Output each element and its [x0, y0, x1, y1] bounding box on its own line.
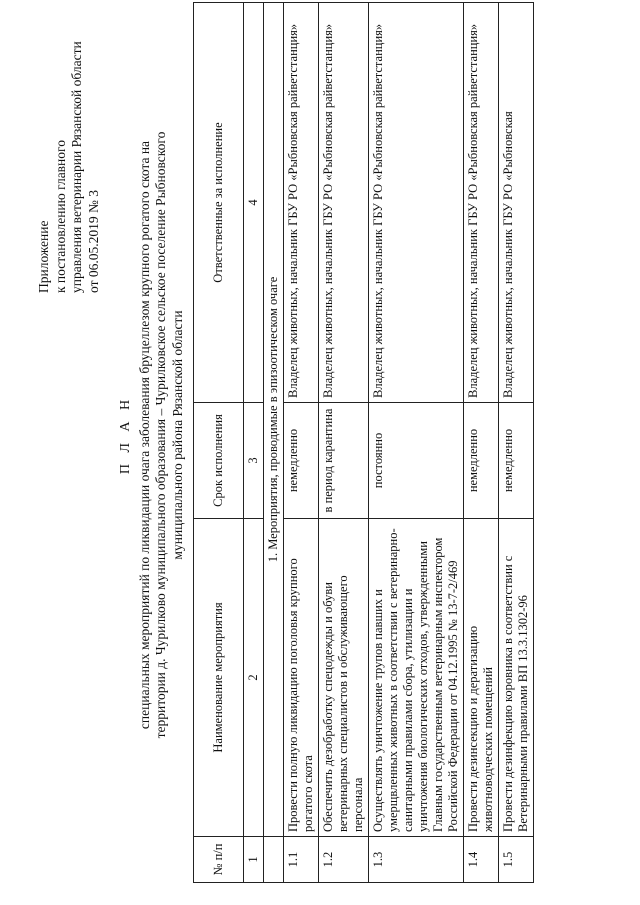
row-term: немедленно [464, 403, 499, 519]
row-name: Провести дезинсекцию и дератизацию животноводческих помещений [464, 519, 499, 837]
plan-heading: П Л А Н [118, 395, 133, 475]
section-row [264, 3, 284, 883]
row-responsible: Владелец животных, начальник ГБУ РО «Рыбновская райветстанция» [284, 3, 319, 403]
header-responsible: Ответственные за исполнение [194, 3, 244, 403]
appendix-block [36, 13, 102, 293]
row-responsible: Владелец животных, начальник ГБУ РО «Рыбновская [499, 3, 534, 403]
col-number: 3 [244, 403, 264, 519]
table-header-row [194, 3, 244, 883]
section-title: 1. Мероприятия, проводимые в эпизоотическом очаге [264, 3, 284, 837]
appendix-line: управления ветеринарии Рязанской области [69, 41, 84, 293]
document-title [118, 75, 186, 795]
col-number: 1 [244, 837, 264, 883]
row-name: Провести дезинфекцию коровника в соответствии с Ветеринарными правилами ВП 13.3.1302-96 [499, 519, 534, 837]
table-row [499, 3, 534, 883]
row-num: 1.4 [464, 837, 499, 883]
table-row [319, 3, 369, 883]
header-name: Наименование мероприятия [194, 519, 244, 837]
table-row [464, 3, 499, 883]
header-term: Срок исполнения [194, 403, 244, 519]
row-name: Провести полную ликвидацию поголовья крупного рогатого скота [284, 519, 319, 837]
title-line: территории д. Чурилково муниципального образования – Чурилковское сельское поселение Рыбновского [153, 131, 168, 739]
col-number: 4 [244, 3, 264, 403]
appendix-line: от 06.05.2019 № 3 [85, 190, 101, 293]
title-line: специальных мероприятий по ликвидации очага заболевания бруцеллезом крупного рогатого скота на [136, 140, 152, 730]
row-term: в период карантина [319, 403, 369, 519]
row-name: Осуществлять уничтожение трупов павших и умерщвленных животных в соответствии с ветеринарно-санитарными правилами сбора, утилизации и уничтожения биологических отходов, утвержденными Главным государственным ветеринарным инспектором Российской Федерации от 04.12.1995 № 13-7-2/469 [369, 519, 464, 837]
row-num: 1.1 [284, 837, 319, 883]
title-line: муниципального района Рязанской области [169, 310, 185, 560]
header-num: № п/п [194, 837, 244, 883]
col-number: 2 [244, 519, 264, 837]
section-empty-cell [264, 837, 284, 883]
table-row [284, 3, 319, 883]
row-name: Обеспечить дезобработку спецодежды и обуви ветеринарных специалистов и обслуживающего персонала [319, 519, 369, 837]
column-numbers-row [244, 3, 264, 883]
row-num: 1.3 [369, 837, 464, 883]
appendix-line: Приложение [36, 220, 51, 293]
row-responsible: Владелец животных, начальник ГБУ РО «Рыбновская райветстанция» [369, 3, 464, 403]
row-term: постоянно [369, 403, 464, 519]
measures-table [193, 2, 534, 883]
row-term: немедленно [499, 403, 534, 519]
table-row [369, 3, 464, 883]
row-responsible: Владелец животных, начальник ГБУ РО «Рыбновская райветстанция» [464, 3, 499, 403]
row-num: 1.5 [499, 837, 534, 883]
appendix-line: к постановлению главного [52, 140, 68, 293]
row-num: 1.2 [319, 837, 369, 883]
row-term: немедленно [284, 403, 319, 519]
row-responsible: Владелец животных, начальник ГБУ РО «Рыбновская райветстанция» [319, 3, 369, 403]
